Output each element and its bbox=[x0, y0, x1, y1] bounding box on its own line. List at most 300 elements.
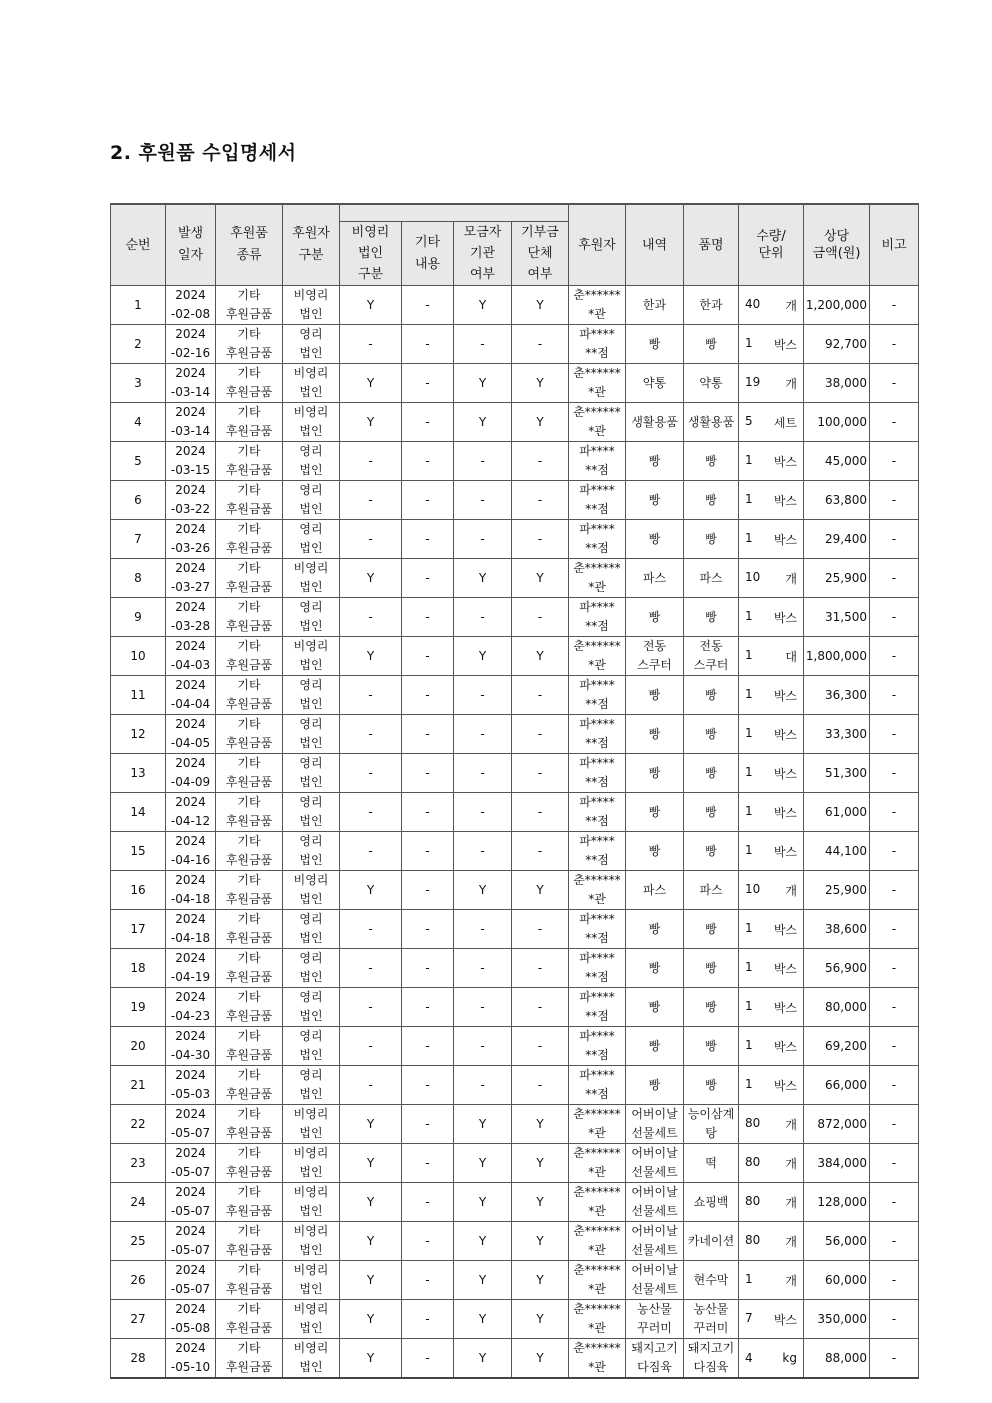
cell-date: 2024 -04-18 bbox=[166, 910, 216, 949]
cell-qty bbox=[739, 871, 804, 910]
cell-qty bbox=[739, 364, 804, 403]
cell-date: 2024 -03-14 bbox=[166, 364, 216, 403]
cell-type: 기타 후원금품 bbox=[216, 910, 283, 949]
cell-fundraiser: Y bbox=[454, 1183, 512, 1222]
cell-item: 빵 bbox=[684, 988, 739, 1027]
qty-value: 1 bbox=[745, 608, 753, 623]
cell-donor: 춘****** *관 bbox=[569, 1183, 626, 1222]
cell-amount: 29,400 bbox=[804, 520, 870, 559]
table-row bbox=[111, 1261, 919, 1300]
cell-seq: 22 bbox=[111, 1105, 166, 1144]
cell-donor: 파**** **점 bbox=[569, 988, 626, 1027]
cell-fundraiser: - bbox=[454, 754, 512, 793]
cell-fundraiser: - bbox=[454, 910, 512, 949]
qty-unit: 박스 bbox=[773, 454, 797, 469]
cell-amount: 69,200 bbox=[804, 1027, 870, 1066]
cell-detail: 빵 bbox=[626, 481, 684, 520]
qty-unit: 박스 bbox=[773, 688, 797, 703]
cell-note: - bbox=[870, 637, 919, 676]
cell-other: - bbox=[402, 949, 454, 988]
cell-detail: 어버이날 선물세트 bbox=[626, 1183, 684, 1222]
cell-detail: 빵 bbox=[626, 442, 684, 481]
cell-donor: 파**** **점 bbox=[569, 598, 626, 637]
cell-qty bbox=[739, 988, 804, 1027]
qty-value: 1 bbox=[745, 959, 753, 974]
cell-date: 2024 -03-14 bbox=[166, 403, 216, 442]
cell-nonprofit: - bbox=[340, 715, 402, 754]
cell-note: - bbox=[870, 403, 919, 442]
cell-detail: 빵 bbox=[626, 949, 684, 988]
cell-detail: 약통 bbox=[626, 364, 684, 403]
cell-donation-group: Y bbox=[512, 364, 569, 403]
cell-nonprofit: - bbox=[340, 520, 402, 559]
cell-amount: 88,000 bbox=[804, 1339, 870, 1379]
cell-donation-group: - bbox=[512, 715, 569, 754]
cell-donor-type: 영리 법인 bbox=[283, 481, 340, 520]
cell-other: - bbox=[402, 1105, 454, 1144]
cell-donor: 춘****** *관 bbox=[569, 364, 626, 403]
cell-donor: 춘****** *관 bbox=[569, 1261, 626, 1300]
cell-nonprofit: - bbox=[340, 754, 402, 793]
cell-nonprofit: Y bbox=[340, 871, 402, 910]
cell-fundraiser: Y bbox=[454, 1144, 512, 1183]
cell-item: 빵 bbox=[684, 910, 739, 949]
cell-detail: 파스 bbox=[626, 871, 684, 910]
cell-seq: 1 bbox=[111, 286, 166, 325]
qty-value: 10 bbox=[745, 569, 761, 584]
qty-unit: 개 bbox=[785, 1195, 797, 1210]
cell-other: - bbox=[402, 442, 454, 481]
cell-qty bbox=[739, 1183, 804, 1222]
qty-value: 1 bbox=[745, 1037, 753, 1052]
cell-nonprofit: Y bbox=[340, 637, 402, 676]
cell-fundraiser: Y bbox=[454, 1105, 512, 1144]
cell-donor: 파**** **점 bbox=[569, 442, 626, 481]
qty-value: 80 bbox=[745, 1232, 761, 1247]
cell-date: 2024 -03-22 bbox=[166, 481, 216, 520]
cell-amount: 25,900 bbox=[804, 559, 870, 598]
cell-detail: 빵 bbox=[626, 715, 684, 754]
cell-donor-type: 비영리 법인 bbox=[283, 403, 340, 442]
cell-other: - bbox=[402, 481, 454, 520]
cell-fundraiser: Y bbox=[454, 1222, 512, 1261]
cell-nonprofit: - bbox=[340, 1066, 402, 1105]
table-row bbox=[111, 1300, 919, 1339]
cell-nonprofit: - bbox=[340, 442, 402, 481]
cell-qty bbox=[739, 949, 804, 988]
cell-note: - bbox=[870, 871, 919, 910]
cell-donation-group: - bbox=[512, 598, 569, 637]
cell-seq: 26 bbox=[111, 1261, 166, 1300]
cell-donor: 파**** **점 bbox=[569, 520, 626, 559]
cell-seq: 11 bbox=[111, 676, 166, 715]
cell-type: 기타 후원금품 bbox=[216, 793, 283, 832]
cell-donation-group: - bbox=[512, 949, 569, 988]
cell-donor: 춘****** *관 bbox=[569, 871, 626, 910]
qty-value: 1 bbox=[745, 998, 753, 1013]
cell-note: - bbox=[870, 715, 919, 754]
cell-donor-type: 영리 법인 bbox=[283, 1066, 340, 1105]
cell-other: - bbox=[402, 871, 454, 910]
table-row bbox=[111, 559, 919, 598]
cell-donor: 춘****** *관 bbox=[569, 286, 626, 325]
cell-qty bbox=[739, 1144, 804, 1183]
cell-seq: 18 bbox=[111, 949, 166, 988]
cell-note: - bbox=[870, 1066, 919, 1105]
cell-type: 기타 후원금품 bbox=[216, 1144, 283, 1183]
cell-item: 빵 bbox=[684, 832, 739, 871]
cell-nonprofit: Y bbox=[340, 364, 402, 403]
table-row bbox=[111, 1144, 919, 1183]
cell-donor: 파**** **점 bbox=[569, 1027, 626, 1066]
table-row bbox=[111, 286, 919, 325]
qty-value: 1 bbox=[745, 725, 753, 740]
cell-date: 2024 -03-27 bbox=[166, 559, 216, 598]
cell-seq: 27 bbox=[111, 1300, 166, 1339]
cell-nonprofit: - bbox=[340, 1027, 402, 1066]
cell-donor: 파**** **점 bbox=[569, 1066, 626, 1105]
cell-amount: 128,000 bbox=[804, 1183, 870, 1222]
cell-donor-type: 비영리 법인 bbox=[283, 559, 340, 598]
cell-date: 2024 -03-28 bbox=[166, 598, 216, 637]
cell-item: 빵 bbox=[684, 949, 739, 988]
cell-detail: 농산물 꾸러미 bbox=[626, 1300, 684, 1339]
qty-value: 1 bbox=[745, 452, 753, 467]
cell-seq: 15 bbox=[111, 832, 166, 871]
qty-value: 1 bbox=[745, 686, 753, 701]
cell-detail: 빵 bbox=[626, 1066, 684, 1105]
table-row bbox=[111, 1066, 919, 1105]
cell-seq: 23 bbox=[111, 1144, 166, 1183]
cell-type: 기타 후원금품 bbox=[216, 1183, 283, 1222]
qty-unit: 박스 bbox=[773, 1312, 797, 1327]
table-row bbox=[111, 520, 919, 559]
cell-amount: 350,000 bbox=[804, 1300, 870, 1339]
cell-donation-group: Y bbox=[512, 559, 569, 598]
cell-note: - bbox=[870, 988, 919, 1027]
cell-fundraiser: - bbox=[454, 1027, 512, 1066]
cell-fundraiser: Y bbox=[454, 1300, 512, 1339]
header-fundraiser: 모금자 기관 여부 bbox=[454, 222, 512, 286]
qty-unit: 박스 bbox=[773, 532, 797, 547]
cell-note: - bbox=[870, 793, 919, 832]
cell-amount: 51,300 bbox=[804, 754, 870, 793]
cell-amount: 61,000 bbox=[804, 793, 870, 832]
cell-detail: 빵 bbox=[626, 910, 684, 949]
header-donor-type: 후원자 구분 bbox=[283, 204, 340, 286]
qty-unit: 박스 bbox=[773, 922, 797, 937]
cell-item: 빵 bbox=[684, 1027, 739, 1066]
cell-type: 기타 후원금품 bbox=[216, 1027, 283, 1066]
cell-date: 2024 -02-08 bbox=[166, 286, 216, 325]
cell-qty bbox=[739, 1105, 804, 1144]
cell-note: - bbox=[870, 559, 919, 598]
cell-donor: 파**** **점 bbox=[569, 793, 626, 832]
cell-item: 한과 bbox=[684, 286, 739, 325]
cell-date: 2024 -05-08 bbox=[166, 1300, 216, 1339]
qty-unit: 개 bbox=[785, 298, 797, 313]
cell-nonprofit: Y bbox=[340, 1339, 402, 1379]
cell-detail: 빵 bbox=[626, 793, 684, 832]
cell-donor-type: 영리 법인 bbox=[283, 910, 340, 949]
cell-other: - bbox=[402, 754, 454, 793]
cell-note: - bbox=[870, 286, 919, 325]
header-note: 비고 bbox=[870, 204, 919, 286]
cell-item: 빵 bbox=[684, 715, 739, 754]
header-nonprofit: 비영리 법인 구분 bbox=[340, 222, 402, 286]
cell-qty bbox=[739, 1300, 804, 1339]
cell-donation-group: - bbox=[512, 481, 569, 520]
qty-unit: 박스 bbox=[773, 493, 797, 508]
cell-detail: 빵 bbox=[626, 676, 684, 715]
cell-note: - bbox=[870, 364, 919, 403]
qty-unit: 개 bbox=[785, 1117, 797, 1132]
qty-value: 1 bbox=[745, 647, 753, 662]
cell-detail: 전동 스쿠터 bbox=[626, 637, 684, 676]
cell-fundraiser: Y bbox=[454, 1261, 512, 1300]
cell-type: 기타 후원금품 bbox=[216, 520, 283, 559]
cell-donation-group: - bbox=[512, 1066, 569, 1105]
cell-fundraiser: - bbox=[454, 481, 512, 520]
cell-fundraiser: Y bbox=[454, 403, 512, 442]
cell-date: 2024 -05-07 bbox=[166, 1261, 216, 1300]
cell-type: 기타 후원금품 bbox=[216, 1339, 283, 1379]
cell-donor-type: 영리 법인 bbox=[283, 598, 340, 637]
cell-type: 기타 후원금품 bbox=[216, 403, 283, 442]
cell-other: - bbox=[402, 1222, 454, 1261]
cell-type: 기타 후원금품 bbox=[216, 1066, 283, 1105]
cell-other: - bbox=[402, 598, 454, 637]
table-row bbox=[111, 1222, 919, 1261]
qty-unit: 박스 bbox=[773, 337, 797, 352]
cell-fundraiser: - bbox=[454, 520, 512, 559]
cell-item: 빵 bbox=[684, 793, 739, 832]
cell-donation-group: Y bbox=[512, 637, 569, 676]
cell-qty bbox=[739, 325, 804, 364]
cell-note: - bbox=[870, 442, 919, 481]
cell-donor-type: 영리 법인 bbox=[283, 676, 340, 715]
cell-date: 2024 -05-07 bbox=[166, 1183, 216, 1222]
cell-qty bbox=[739, 286, 804, 325]
cell-item: 빵 bbox=[684, 676, 739, 715]
cell-fundraiser: - bbox=[454, 676, 512, 715]
cell-donor-type: 비영리 법인 bbox=[283, 1183, 340, 1222]
cell-qty bbox=[739, 1066, 804, 1105]
cell-qty bbox=[739, 676, 804, 715]
cell-other: - bbox=[402, 403, 454, 442]
cell-type: 기타 후원금품 bbox=[216, 637, 283, 676]
qty-unit: kg bbox=[782, 1351, 797, 1365]
header-donation-group: 기부금 단체 여부 bbox=[512, 222, 569, 286]
cell-nonprofit: Y bbox=[340, 1144, 402, 1183]
cell-donor: 춘****** *관 bbox=[569, 403, 626, 442]
cell-date: 2024 -05-07 bbox=[166, 1144, 216, 1183]
cell-donor-type: 영리 법인 bbox=[283, 754, 340, 793]
cell-type: 기타 후원금품 bbox=[216, 364, 283, 403]
header-seq: 순번 bbox=[111, 204, 166, 286]
cell-donor: 춘****** *관 bbox=[569, 637, 626, 676]
cell-donation-group: - bbox=[512, 520, 569, 559]
cell-detail: 빵 bbox=[626, 1027, 684, 1066]
cell-donor: 춘****** *관 bbox=[569, 559, 626, 598]
cell-type: 기타 후원금품 bbox=[216, 1300, 283, 1339]
cell-donation-group: - bbox=[512, 754, 569, 793]
cell-nonprofit: Y bbox=[340, 286, 402, 325]
table-row bbox=[111, 988, 919, 1027]
cell-nonprofit: Y bbox=[340, 559, 402, 598]
cell-nonprofit: - bbox=[340, 910, 402, 949]
cell-fundraiser: - bbox=[454, 793, 512, 832]
cell-detail: 생활용품 bbox=[626, 403, 684, 442]
cell-nonprofit: Y bbox=[340, 1222, 402, 1261]
cell-donor-type: 비영리 법인 bbox=[283, 1300, 340, 1339]
table-row bbox=[111, 832, 919, 871]
cell-item: 빵 bbox=[684, 598, 739, 637]
cell-donor: 파**** **점 bbox=[569, 715, 626, 754]
cell-type: 기타 후원금품 bbox=[216, 949, 283, 988]
cell-donor-type: 비영리 법인 bbox=[283, 364, 340, 403]
cell-item: 생활용품 bbox=[684, 403, 739, 442]
cell-seq: 16 bbox=[111, 871, 166, 910]
cell-amount: 92,700 bbox=[804, 325, 870, 364]
cell-amount: 36,300 bbox=[804, 676, 870, 715]
cell-note: - bbox=[870, 1105, 919, 1144]
table-row bbox=[111, 871, 919, 910]
cell-fundraiser: Y bbox=[454, 286, 512, 325]
cell-item: 파스 bbox=[684, 871, 739, 910]
table-row bbox=[111, 637, 919, 676]
cell-donor: 파**** **점 bbox=[569, 676, 626, 715]
cell-seq: 14 bbox=[111, 793, 166, 832]
cell-date: 2024 -04-09 bbox=[166, 754, 216, 793]
cell-type: 기타 후원금품 bbox=[216, 676, 283, 715]
header-amount: 상당 금액(원) bbox=[804, 204, 870, 286]
cell-amount: 100,000 bbox=[804, 403, 870, 442]
cell-qty bbox=[739, 598, 804, 637]
cell-donor-type: 비영리 법인 bbox=[283, 1339, 340, 1379]
cell-other: - bbox=[402, 1261, 454, 1300]
cell-seq: 17 bbox=[111, 910, 166, 949]
cell-nonprofit: Y bbox=[340, 403, 402, 442]
cell-type: 기타 후원금품 bbox=[216, 286, 283, 325]
cell-item: 돼지고기 다짐육 bbox=[684, 1339, 739, 1379]
cell-amount: 56,000 bbox=[804, 1222, 870, 1261]
cell-type: 기타 후원금품 bbox=[216, 325, 283, 364]
cell-other: - bbox=[402, 988, 454, 1027]
table-row bbox=[111, 754, 919, 793]
cell-seq: 25 bbox=[111, 1222, 166, 1261]
cell-amount: 44,100 bbox=[804, 832, 870, 871]
cell-other: - bbox=[402, 1339, 454, 1379]
cell-seq: 13 bbox=[111, 754, 166, 793]
cell-donor-type: 비영리 법인 bbox=[283, 637, 340, 676]
cell-note: - bbox=[870, 832, 919, 871]
qty-value: 19 bbox=[745, 374, 761, 389]
cell-date: 2024 -04-03 bbox=[166, 637, 216, 676]
cell-amount: 872,000 bbox=[804, 1105, 870, 1144]
cell-qty bbox=[739, 1339, 804, 1379]
cell-qty bbox=[739, 403, 804, 442]
cell-donor-type: 영리 법인 bbox=[283, 442, 340, 481]
cell-note: - bbox=[870, 1027, 919, 1066]
cell-detail: 파스 bbox=[626, 559, 684, 598]
table-row bbox=[111, 1183, 919, 1222]
cell-note: - bbox=[870, 1144, 919, 1183]
cell-donor: 파**** **점 bbox=[569, 949, 626, 988]
qty-value: 80 bbox=[745, 1154, 761, 1169]
cell-type: 기타 후원금품 bbox=[216, 598, 283, 637]
cell-seq: 12 bbox=[111, 715, 166, 754]
cell-date: 2024 -04-30 bbox=[166, 1027, 216, 1066]
header-other: 기타 내용 bbox=[402, 222, 454, 286]
cell-type: 기타 후원금품 bbox=[216, 871, 283, 910]
cell-donor: 파**** **점 bbox=[569, 754, 626, 793]
cell-donor-type: 영리 법인 bbox=[283, 1027, 340, 1066]
cell-detail: 빵 bbox=[626, 325, 684, 364]
cell-fundraiser: - bbox=[454, 832, 512, 871]
cell-note: - bbox=[870, 520, 919, 559]
header-detail: 내역 bbox=[626, 204, 684, 286]
cell-donation-group: - bbox=[512, 793, 569, 832]
cell-seq: 6 bbox=[111, 481, 166, 520]
cell-nonprofit: - bbox=[340, 598, 402, 637]
cell-amount: 63,800 bbox=[804, 481, 870, 520]
cell-item: 농산물 꾸러미 bbox=[684, 1300, 739, 1339]
cell-type: 기타 후원금품 bbox=[216, 1105, 283, 1144]
cell-nonprofit: - bbox=[340, 676, 402, 715]
cell-detail: 빵 bbox=[626, 754, 684, 793]
cell-donation-group: - bbox=[512, 910, 569, 949]
cell-donation-group: Y bbox=[512, 1183, 569, 1222]
table-row bbox=[111, 910, 919, 949]
page-title: 2. 후원품 수입명세서 bbox=[110, 142, 297, 164]
qty-unit: 개 bbox=[785, 376, 797, 391]
cell-other: - bbox=[402, 910, 454, 949]
cell-donor: 춘****** *관 bbox=[569, 1222, 626, 1261]
cell-date: 2024 -04-18 bbox=[166, 871, 216, 910]
header-date: 발생 일자 bbox=[166, 204, 216, 286]
cell-amount: 56,900 bbox=[804, 949, 870, 988]
cell-note: - bbox=[870, 754, 919, 793]
cell-seq: 19 bbox=[111, 988, 166, 1027]
table-row bbox=[111, 1339, 919, 1379]
cell-nonprofit: - bbox=[340, 793, 402, 832]
cell-other: - bbox=[402, 1300, 454, 1339]
cell-item: 빵 bbox=[684, 1066, 739, 1105]
cell-seq: 24 bbox=[111, 1183, 166, 1222]
table-row bbox=[111, 364, 919, 403]
cell-other: - bbox=[402, 1027, 454, 1066]
cell-amount: 25,900 bbox=[804, 871, 870, 910]
cell-fundraiser: - bbox=[454, 598, 512, 637]
cell-item: 능이삼계 탕 bbox=[684, 1105, 739, 1144]
cell-qty bbox=[739, 1261, 804, 1300]
cell-item: 약통 bbox=[684, 364, 739, 403]
qty-value: 5 bbox=[745, 413, 753, 428]
qty-value: 1 bbox=[745, 1076, 753, 1091]
cell-type: 기타 후원금품 bbox=[216, 1222, 283, 1261]
cell-note: - bbox=[870, 949, 919, 988]
cell-nonprofit: Y bbox=[340, 1105, 402, 1144]
cell-seq: 2 bbox=[111, 325, 166, 364]
qty-value: 1 bbox=[745, 920, 753, 935]
cell-item: 빵 bbox=[684, 520, 739, 559]
cell-donation-group: Y bbox=[512, 1105, 569, 1144]
cell-nonprofit: - bbox=[340, 988, 402, 1027]
cell-donation-group: - bbox=[512, 442, 569, 481]
cell-other: - bbox=[402, 793, 454, 832]
cell-seq: 7 bbox=[111, 520, 166, 559]
